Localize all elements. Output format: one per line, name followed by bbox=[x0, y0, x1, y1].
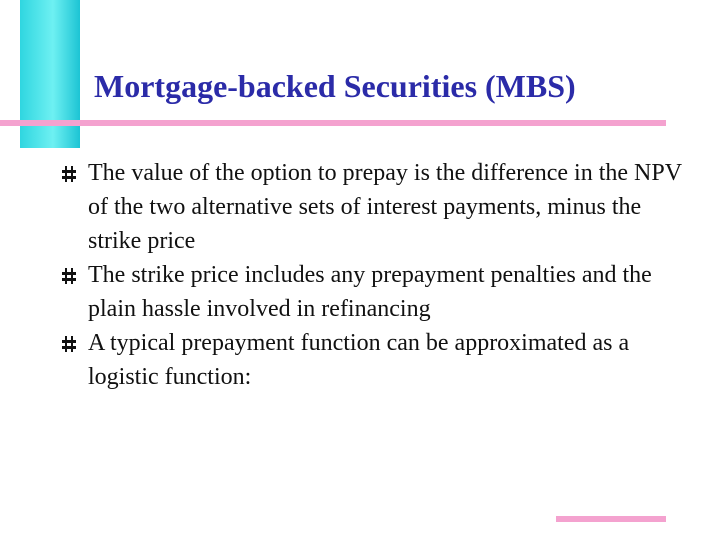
hash-bullet-icon bbox=[62, 336, 76, 352]
slide-title: Mortgage-backed Securities (MBS) bbox=[94, 68, 576, 104]
title-underline-rule bbox=[0, 120, 666, 126]
bullet-item bbox=[56, 326, 696, 394]
bullet-text: The value of the option to prepay is the difference in the NPV of the two alternative sets of interest payments, minus the strike price bbox=[88, 160, 682, 254]
bullet-item bbox=[56, 156, 696, 258]
footer-accent-rule bbox=[556, 516, 666, 522]
bullet-text: The strike price includes any prepayment penalties and the plain hassle involved in refinancing bbox=[88, 262, 652, 322]
hash-bullet-icon bbox=[62, 166, 76, 182]
hash-bullet-icon bbox=[62, 268, 76, 284]
bullet-item bbox=[56, 258, 696, 326]
bullet-list bbox=[56, 156, 696, 394]
bullet-text: A typical prepayment function can be approximated as a logistic function: bbox=[88, 330, 630, 390]
